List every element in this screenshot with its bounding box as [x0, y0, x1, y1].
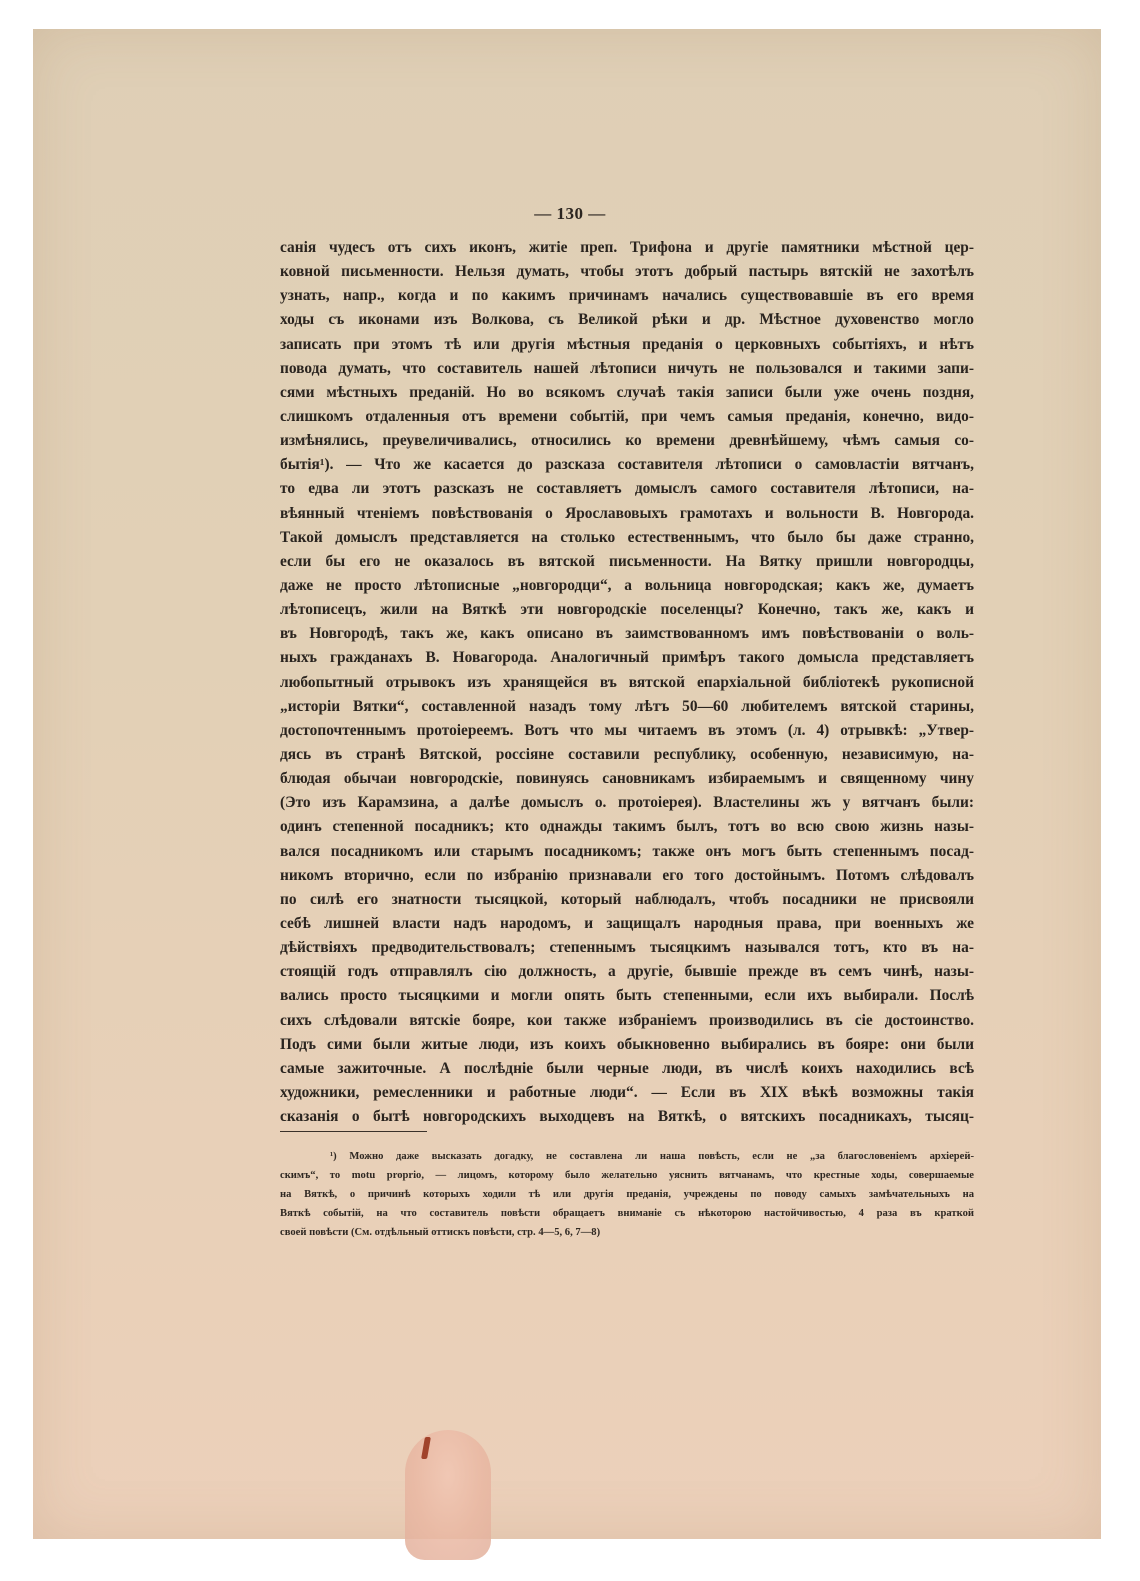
text-line: дѣйствіяхъ предводительствовалъ; степеннымъ тысяцкимъ назывался тотъ, кто въ на-	[280, 939, 974, 957]
text-line: любопытный отрывокъ изъ хранящейся въ вятской епархіальной библіотекѣ рукописной	[280, 673, 974, 691]
footnote-line: своей повѣсти (См. отдѣльный оттискъ повѣсти, стр. 4—5, 6, 7—8)	[280, 1227, 601, 1238]
footnote-divider	[280, 1131, 427, 1132]
text-line: ныхъ гражданахъ В. Новагорода. Аналогичный примѣръ такого домысла представляетъ	[280, 649, 974, 667]
text-line: „исторіи Вятки“, составленной назадъ тому лѣтъ 50—60 любителемъ вятской старины,	[280, 697, 974, 715]
text-line: то едва ли этотъ разсказъ не составляетъ домыслъ самого составителя лѣтописи, на-	[280, 480, 974, 498]
text-line: блюдая обычаи новгородскіе, повинуясь сановникамъ избираемымъ и священному чину	[280, 770, 974, 788]
text-line: узнать, напр., когда и по какимъ причинамъ начались существовавшіе въ его время	[280, 287, 974, 305]
text-line: Такой домыслъ представляется на столько естественнымъ, что было бы даже странно,	[280, 528, 974, 546]
footnote-line: ¹) Можно даже высказать догадку, не составлена ли наша повѣсть, если не „за благословеніемъ архіерей-	[330, 1151, 974, 1162]
text-line: дясь въ странѣ Вятской, россіяне составили республику, особенную, независимую, на-	[280, 745, 974, 763]
text-line: (Это изъ Карамзина, а далѣе домыслъ о. протоіерея). Властелины жъ у вятчанъ были:	[280, 794, 974, 812]
footnote-line: скимъ“, то motu proprio, — лицомъ, которому было желательно уяснить вятчанамъ, что крестные ходы, совершаемые	[280, 1170, 974, 1181]
text-line: сихъ слѣдовали вятскіе бояре, кои также избраніемъ производились въ сіе достоинство.	[280, 1011, 974, 1029]
text-line: бытія¹). — Что же касается до разсказа составителя лѣтописи о самовластіи вятчанъ,	[280, 456, 974, 474]
text-line: вался посадникомъ или старымъ посадникомъ; также онъ могъ быть степеннымъ посад-	[280, 842, 974, 860]
text-line: слишкомъ отдаленныя отъ времени событій, при чемъ самыя преданія, конечно, видо-	[280, 407, 974, 425]
text-line: вались просто тысяцкими и могли опять быть степенными, если ихъ выбирали. Послѣ	[280, 987, 974, 1005]
text-line: сказанія о бытѣ новгородскихъ выходцевъ на Вяткѣ, о вятскихъ посадникахъ, тысяц-	[280, 1108, 974, 1126]
text-line: Подъ сими были житые люди, изъ коихъ обыкновенно выбирались въ бояре: они были	[280, 1035, 974, 1053]
text-line: одинъ степенной посадникъ; кто однажды такимъ былъ, тотъ во всю свою жизнь назы-	[280, 818, 974, 836]
text-line: стоящій годъ отправлялъ сію должность, а другіе, бывшіе прежде въ семъ чинѣ, назы-	[280, 963, 974, 981]
text-line: записать при этомъ тѣ или другія мѣстныя преданія о церковныхъ событіяхъ, и нѣтъ	[280, 335, 974, 353]
text-line: въ Новгородѣ, такъ же, какъ описано въ заимствованномъ имъ повѣствованіи о воль-	[280, 625, 974, 643]
text-line: художники, ремесленники и работные люди“. — Если въ XIX вѣкѣ возможны такія	[280, 1083, 974, 1101]
text-line: по силѣ его знатности тысяцкой, который наблюдалъ, чтобъ посадники не присвояли	[280, 890, 974, 908]
main-text	[280, 236, 974, 1129]
text-line: себѣ лишней власти надъ народомъ, и защищалъ народныя права, при военныхъ же	[280, 914, 974, 932]
footnote-line: на Вяткѣ, о причинѣ которыхъ ходили тѣ или другія преданія, учреждены по поводу самыхъ замѣчательныхъ на	[280, 1189, 974, 1200]
text-line: вѣянный чтеніемъ повѣствованія о Ярославовыхъ грамотахъ и вольности В. Новгорода.	[280, 504, 974, 522]
text-line: повода думать, что составитель нашей лѣтописи ничуть не пользовался и такими запи-	[280, 359, 974, 377]
text-line: ходы съ иконами изъ Волкова, съ Великой рѣки и др. Мѣстное духовенство могло	[280, 311, 974, 329]
text-line: измѣнялись, преувеличивались, относились ко времени древнѣйшему, чѣмъ самыя со-	[280, 432, 974, 450]
footnote-line: Вяткѣ событій, на что составитель повѣсти обращаетъ вниманіе съ нѣкоторою настойчивостью, 4 раза въ краткой	[280, 1208, 974, 1219]
text-line: даже не просто лѣтописные „новгородци“, а вольница новгородская; какъ же, думаетъ	[280, 576, 974, 594]
footnote	[280, 1147, 974, 1242]
page-number: — 130 —	[534, 204, 606, 223]
thumb-image	[405, 1430, 491, 1560]
text-line: лѣтописецъ, жили на Вяткѣ эти новгородскіе поселенцы? Конечно, такъ же, какъ и	[280, 601, 974, 619]
text-line: сями мѣстныхъ преданій. Но во всякомъ случаѣ такія записи были уже очень поздня,	[280, 383, 974, 401]
text-line: санія чудесъ отъ сихъ иконъ, житіе преп. Трифона и другіе памятники мѣстной цер-	[280, 239, 974, 256]
text-line: никомъ вторично, если по избранію признавали его того достойнымъ. Потомъ слѣдовалъ	[280, 866, 974, 884]
text-line: самые зажиточные. А послѣдніе были черные люди, въ числѣ коихъ находились всѣ	[280, 1059, 974, 1077]
text-line: ковной письменности. Нельзя думать, чтобы этотъ добрый пастырь вятскій не захотѣлъ	[280, 263, 974, 281]
text-line: если бы его не оказалось въ вятской письменности. На Вятку пришли новгородцы,	[280, 552, 974, 570]
text-line: достопочтеннымъ протоіереемъ. Вотъ что мы читаемъ въ этомъ (л. 4) отрывкѣ: „Утвер-	[280, 721, 974, 739]
